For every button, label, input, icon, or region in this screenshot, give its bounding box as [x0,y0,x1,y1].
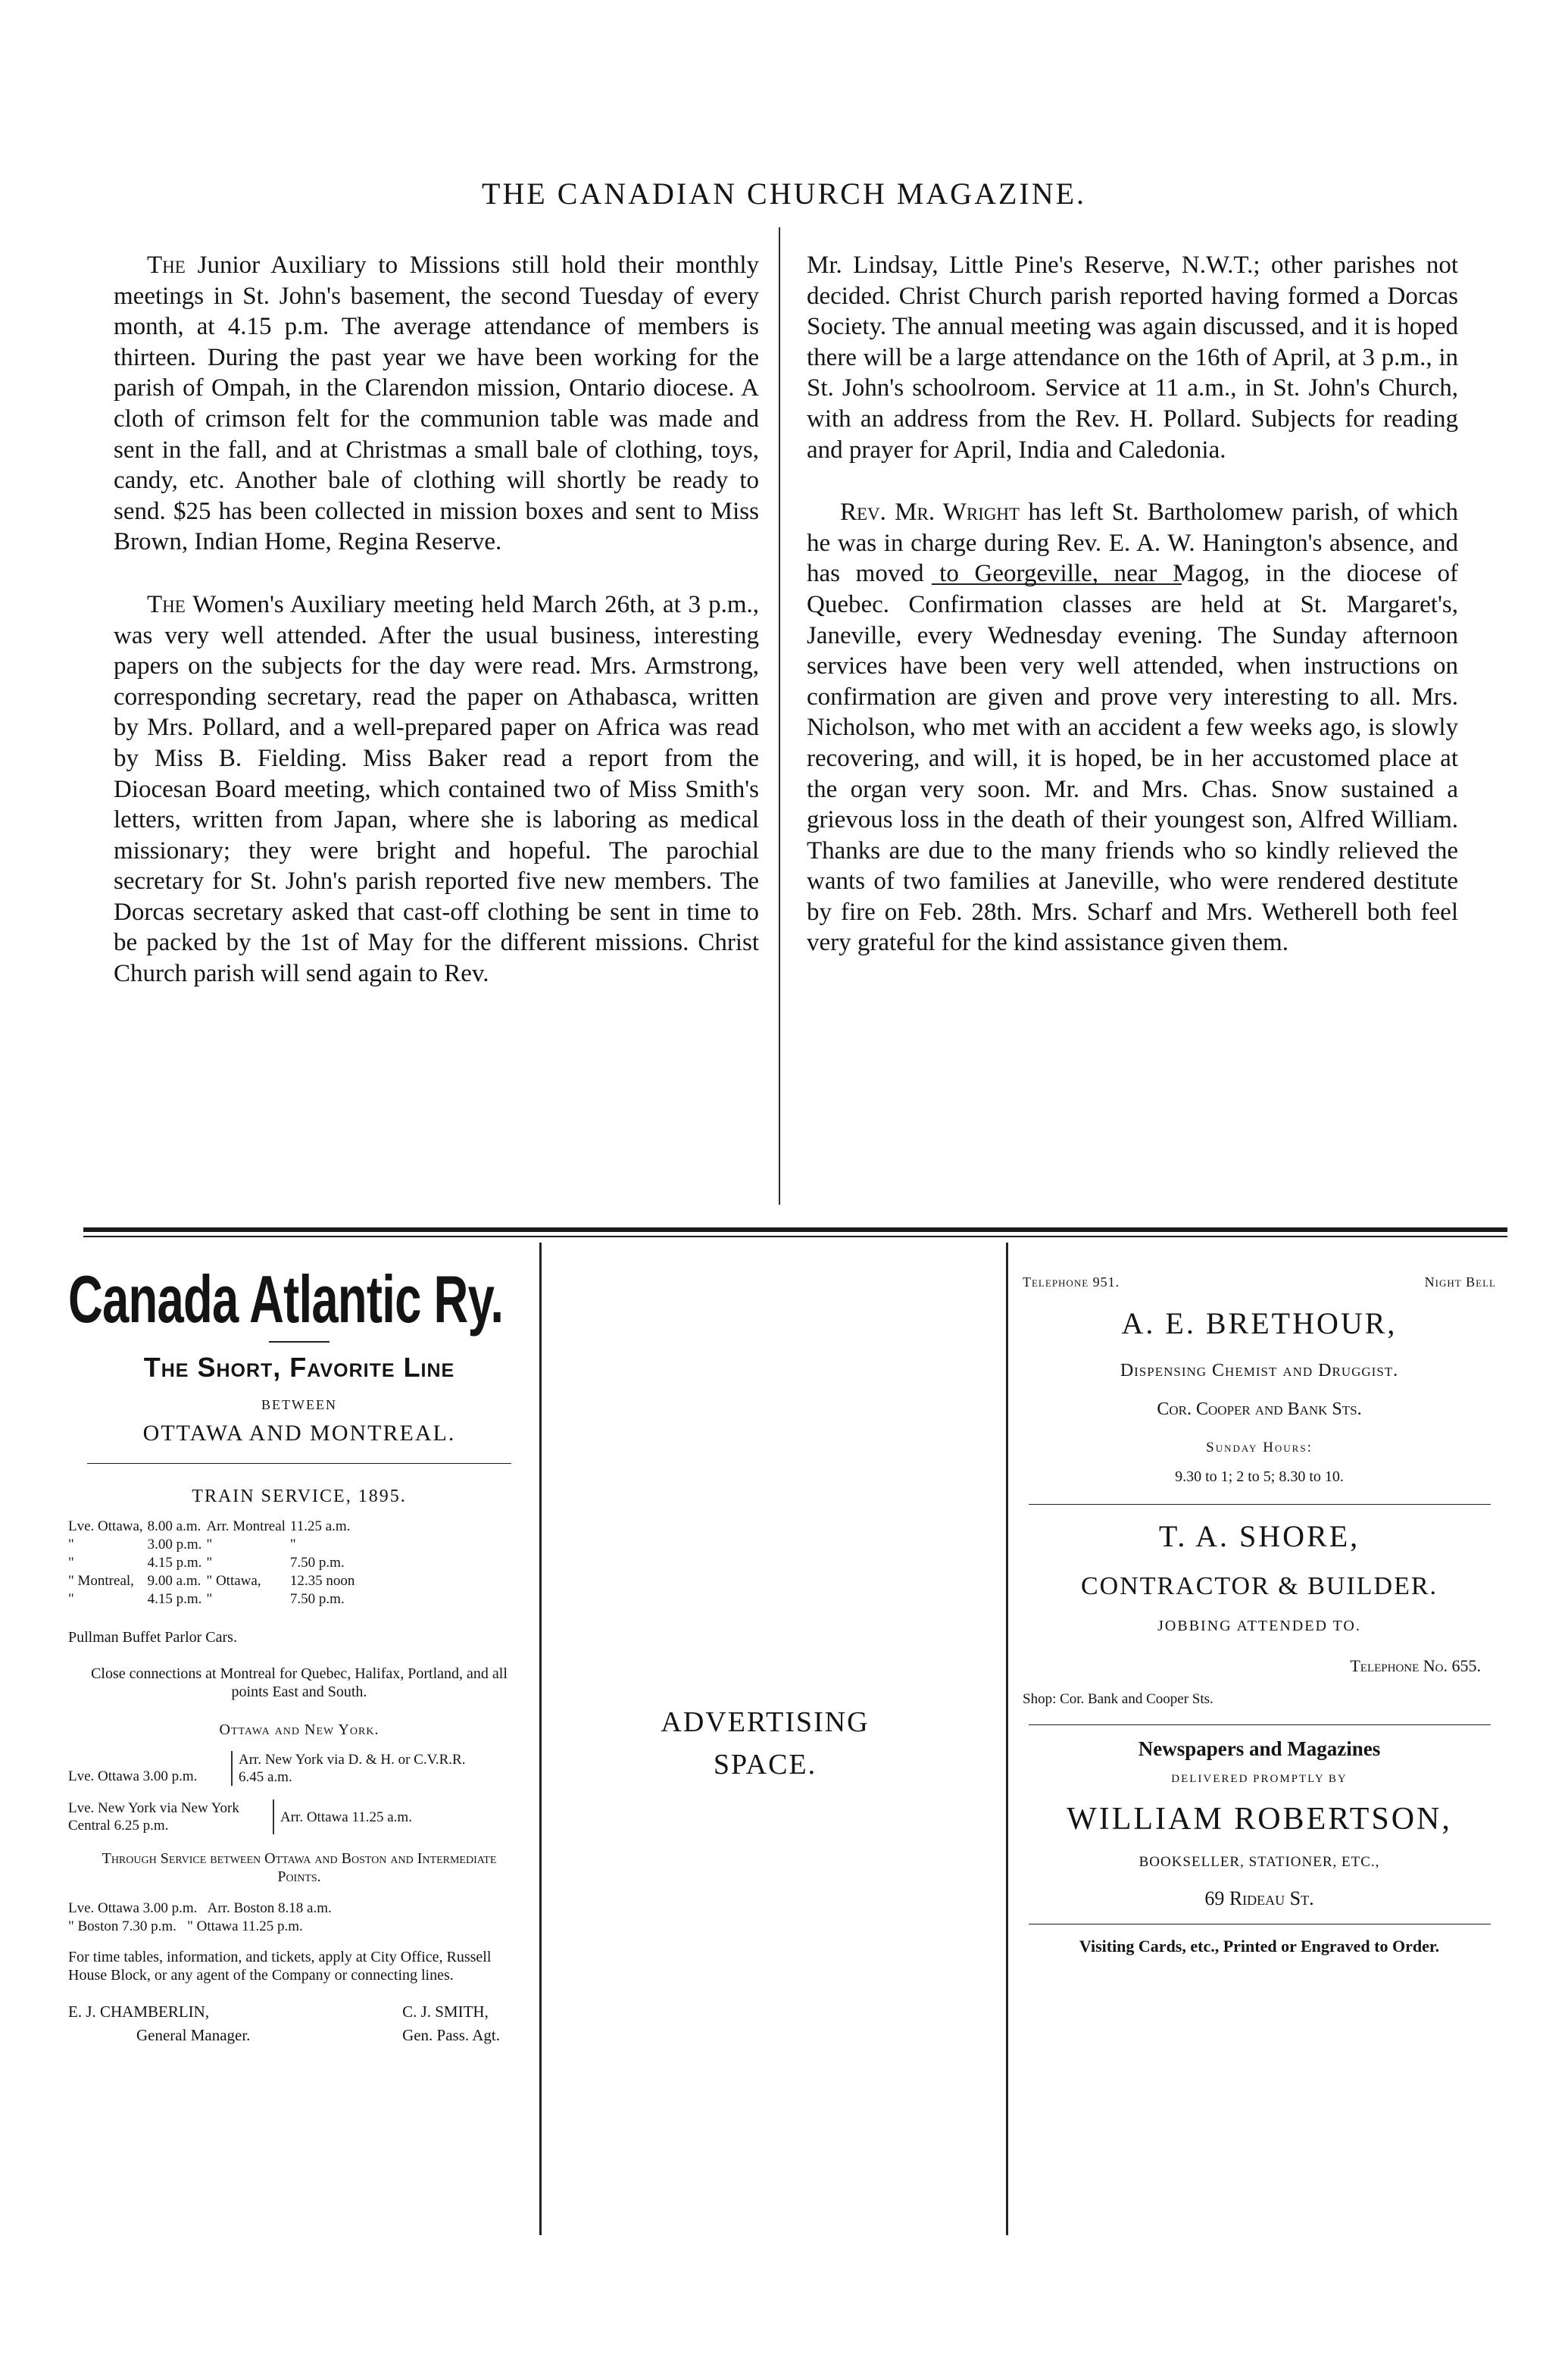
advertisement-top-thin-rule [83,1236,1507,1237]
schedule-cell: " [68,1537,74,1552]
paragraph-text: Women's Auxiliary meeting held March 26th, at 3 p.m., was very well attended. After the usual business, interesting papers on the subjects for the day were read. Mrs. Armstrong, corresponding secretary, read the paper on Athabasca, written by Mrs. Pollard, and a well-prepared paper on Africa was read by Miss B. Fielding. Miss Baker read a report from the Diocesan Board meeting, which contained two of Miss Smith's letters, written from Japan, where she is laboring as medical missionary; they were bright and hopeful. The parochial secretary for St. John's parish reported five new members. The Dorcas secretary asked that cast-off clothing be sent in time to be packed by the 1st of May for the different missions. Christ Church parish will send again to Rev. [114,590,759,988]
schedule-row [68,1572,359,1590]
schedule-cell: " [206,1591,213,1607]
ny-return-arrival: Arr. Ottawa 11.25 a.m. [273,1799,500,1834]
signature-agent [402,2003,500,2045]
paragraph-lead: The [147,590,186,618]
schedule-cell: 3.00 p.m. [147,1537,202,1552]
paragraph-text: Junior Auxiliary to Missions still hold their monthly meetings in St. John's basement, the second Tuesday of every month, at 4.15 p.m. The average attendance of members is thirteen. During the past year we have been working for the parish of Ompah, in the Clarendon mission, Ontario diocese. A cloth of crimson felt for the communion table was made and sent in the fall, and at Christmas a small bale of clothing, toys, candy, etc. Another bale of clothing will shortly be ready to send. $25 has been collected in mission boxes and sent to Miss Brown, Indian Home, Regina Reserve. [114,252,759,556]
signature-title: Gen. Pass. Agt. [402,2026,500,2044]
pullman-note: Pullman Buffet Parlor Cars. [68,1629,237,1646]
right-article-column [807,250,1458,958]
night-bell: Night Bell [1424,1274,1496,1290]
through-service-note: Through Service between Ottawa and Boston and Intermediate Points. [102,1850,497,1885]
ornament-rule [269,1341,330,1343]
new-york-return [68,1799,530,1834]
robertson-name: WILLIAM ROBERTSON, [1067,1802,1452,1837]
signature-name: E. J. CHAMBERLIN, [68,2003,210,2021]
shore-jobbing: JOBBING ATTENDED TO. [1157,1618,1361,1634]
boston-schedule-2: " Boston 7.30 p.m. " Ottawa 11.25 p.m. [68,1918,303,1934]
schedule-cell: 7.50 p.m. [289,1591,345,1607]
schedule-cell: 4.15 p.m. [147,1555,202,1571]
sunday-hours-label: Sunday Hours: [1206,1440,1313,1455]
brethour-header-row [1023,1274,1496,1290]
advertising-line-2: SPACE. [713,1749,817,1781]
sunday-hours: 9.30 to 1; 2 to 5; 8.30 to 10. [1175,1468,1344,1485]
ny-return-departure: Lve. New York via New York Central 6.25 p.m. [68,1800,239,1834]
paragraph-lead: Rev. Mr. Wright [840,499,1020,527]
business-advertisements [1023,1243,1496,2235]
schedule-cell: " [68,1555,74,1571]
railway-advertisement [68,1243,530,2235]
schedule-row [68,1536,359,1554]
advertising-space [576,1701,954,1786]
signature-manager [68,2003,250,2045]
visiting-cards: Visiting Cards, etc., Printed or Engraved to Order. [1079,1937,1440,1956]
paragraph-lead: The [147,252,186,279]
brethour-trade: Dispensing Chemist and Druggist. [1120,1361,1399,1380]
section-rule [1029,1504,1491,1505]
ny-arrival: Arr. New York via D. & H. or C.V.R.R. 6.45 a.m. [231,1751,466,1786]
brethour-address: Cor. Cooper and Bank Sts. [1157,1399,1362,1419]
paragraph-text: has left St. Bartholomew parish, of which he was in charge during Rev. E. A. W. Hanington's absence, and has moved to Georgeville, near Magog, in the diocese of Quebec. Confirmation classes are held at St. Margaret's, Janeville, every Wednesday evening. The Sunday afternoon services have been very well attended, when instructions on confirmation are given and prove very interesting to all. Mrs. Nicholson, who met with an accident a few weeks ago, is slowly recovering, and will, it is hoped, be in her accustomed place at the organ very soon. Mr. and Mrs. Chas. Snow sustained a grievous loss in the death of their youngest son, Alfred William. Thanks are due to the many friends who so kindly relieved the wants of two families at Janeville, who were rendered destitute by fire on Feb. 28th. Mrs. Scharf and Mrs. Wetherell both feel very grateful for the kind assistance given them. [807,499,1458,957]
signature-title: General Manager. [136,2026,251,2044]
schedule-row [68,1590,359,1609]
ad-divider-right [1006,1243,1008,2235]
schedule-cell: 7.50 p.m. [289,1555,345,1571]
junior-auxiliary-paragraph [114,250,759,558]
between-label: BETWEEN [261,1397,337,1412]
boston-schedule-1: Lve. Ottawa 3.00 p.m. Arr. Boston 8.18 a.m. [68,1900,332,1916]
schedule-cell: " [68,1591,74,1607]
brethour-name: A. E. BRETHOUR, [1121,1306,1398,1340]
continued-paragraph: Mr. Lindsay, Little Pine's Reserve, N.W.T.; other parishes not decided. Christ Church parish reported having formed a Dorcas Society. The annual meeting was again discussed, and it is hoped there will be a large attendance on the 16th of April, at 3 p.m., in St. John's schoolroom. Service at 11 a.m., in St. John's Church, with an address from the Rev. H. Pollard. Subjects for reading and prayer for April, India and Caledonia. [807,252,1458,464]
schedule-row [68,1554,359,1572]
shore-name: T. A. SHORE, [1158,1519,1360,1553]
shore-phone: Telephone No. 655. [1350,1656,1481,1675]
telephone-number: Telephone 951. [1023,1274,1120,1290]
schedule-cell: " [206,1537,213,1552]
connections-note: Close connections at Montreal for Quebec, Halifax, Portland, and all points East and South. [91,1665,508,1700]
shore-trade: CONTRACTOR & BUILDER. [1080,1572,1438,1600]
womens-auxiliary-paragraph [114,589,759,990]
railway-tagline: The Short, Favorite Line [143,1352,455,1383]
masthead: THE CANADIAN CHURCH MAGAZINE. [481,177,1087,211]
new-york-schedule [68,1751,530,1786]
tickets-note: For time tables, information, and tickets, apply at City Office, Russell House Block, or any agent of the Company or connecting lines. [68,1949,492,1984]
new-york-heading: Ottawa and New York. [219,1721,380,1738]
schedule-cell: " [206,1555,213,1571]
train-service-heading: TRAIN SERVICE, 1895. [192,1487,407,1506]
robertson-address: 69 Rideau St. [1204,1887,1314,1909]
news-heading: Newspapers and Magazines [1138,1737,1381,1760]
schedule-cell: 8.00 a.m. [147,1518,201,1534]
schedule-cell: 4.15 p.m. [147,1591,202,1607]
schedule-cell: 11.25 a.m. [289,1518,351,1534]
schedule-cell: " Montreal, [68,1573,134,1589]
schedule-cell: 12.35 noon [289,1573,355,1589]
column-divider [779,227,780,1205]
signatures [68,2003,515,2045]
advertising-line-1: ADVERTISING [661,1706,870,1738]
signature-name: C. J. SMITH, [402,2003,489,2021]
shore-shop: Shop: Cor. Bank and Cooper Sts. [1023,1691,1213,1707]
advertisement-top-rule [83,1227,1507,1232]
left-article-column [114,250,759,990]
schedule-row [68,1518,359,1536]
train-schedule [68,1518,359,1609]
news-delivered: DELIVERED PROMPTLY BY [1171,1773,1348,1785]
railway-route: OTTAWA AND MONTREAL. [142,1421,456,1446]
schedule-cell: Lve. Ottawa, [68,1518,143,1534]
robertson-trade: BOOKSELLER, STATIONER, ETC., [1139,1854,1380,1870]
ny-departure: Lve. Ottawa 3.00 p.m. [68,1768,198,1784]
schedule-cell: Arr. Montreal [206,1518,286,1534]
railway-title: Canada Atlantic Ry. [68,1262,504,1337]
rev-wright-paragraph [807,497,1458,958]
section-rule [87,1463,511,1464]
ad-divider-left [539,1243,542,2235]
schedule-cell: " Ottawa, [206,1573,261,1589]
schedule-cell: " [289,1537,296,1552]
section-rule [1029,1724,1491,1725]
schedule-cell: 9.00 a.m. [147,1573,201,1589]
